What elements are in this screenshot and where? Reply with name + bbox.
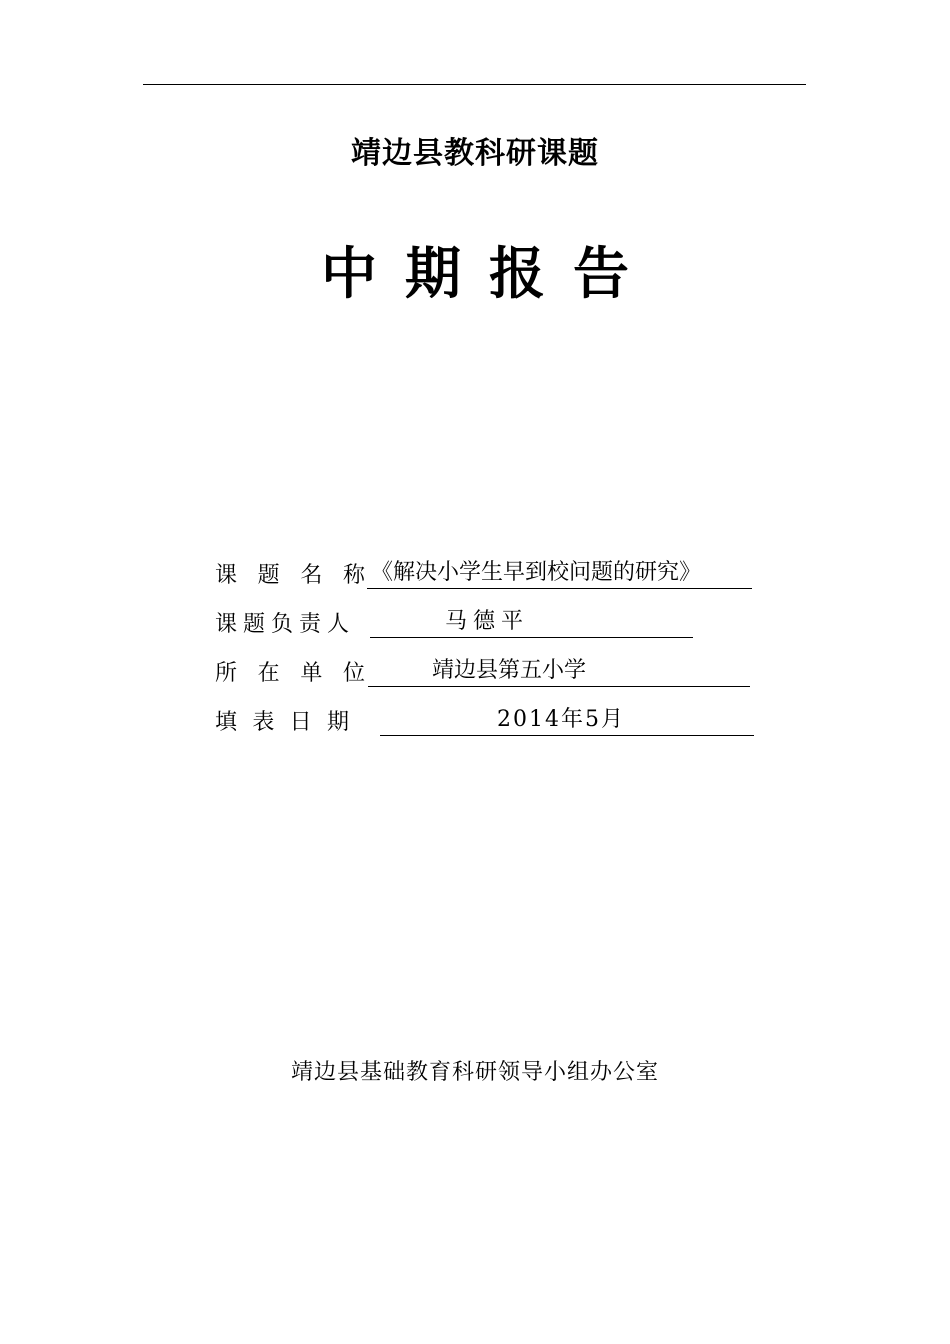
field-value-date-filled: 2014年5月 [380,705,754,736]
top-divider [143,84,806,85]
field-label-person-in-charge: 课 题 负 责 人 [215,612,349,637]
field-label-date-filled: 填 表 日 期 [215,710,349,735]
field-value-project-name: 《解决小学生早到校问题的研究》 [367,558,752,589]
field-value-organization: 靖边县第五小学 [368,656,750,687]
field-label-project-name: 课 题 名 称 [215,563,365,588]
field-label-organization: 所 在 单 位 [215,661,365,686]
issuing-office: 靖边县基础教育科研领导小组办公室 [290,1060,659,1085]
report-title: 中期报告 [321,241,657,307]
org-title: 靖边县教科研课题 [351,136,599,171]
field-value-person-in-charge: 马德平 [370,607,693,638]
